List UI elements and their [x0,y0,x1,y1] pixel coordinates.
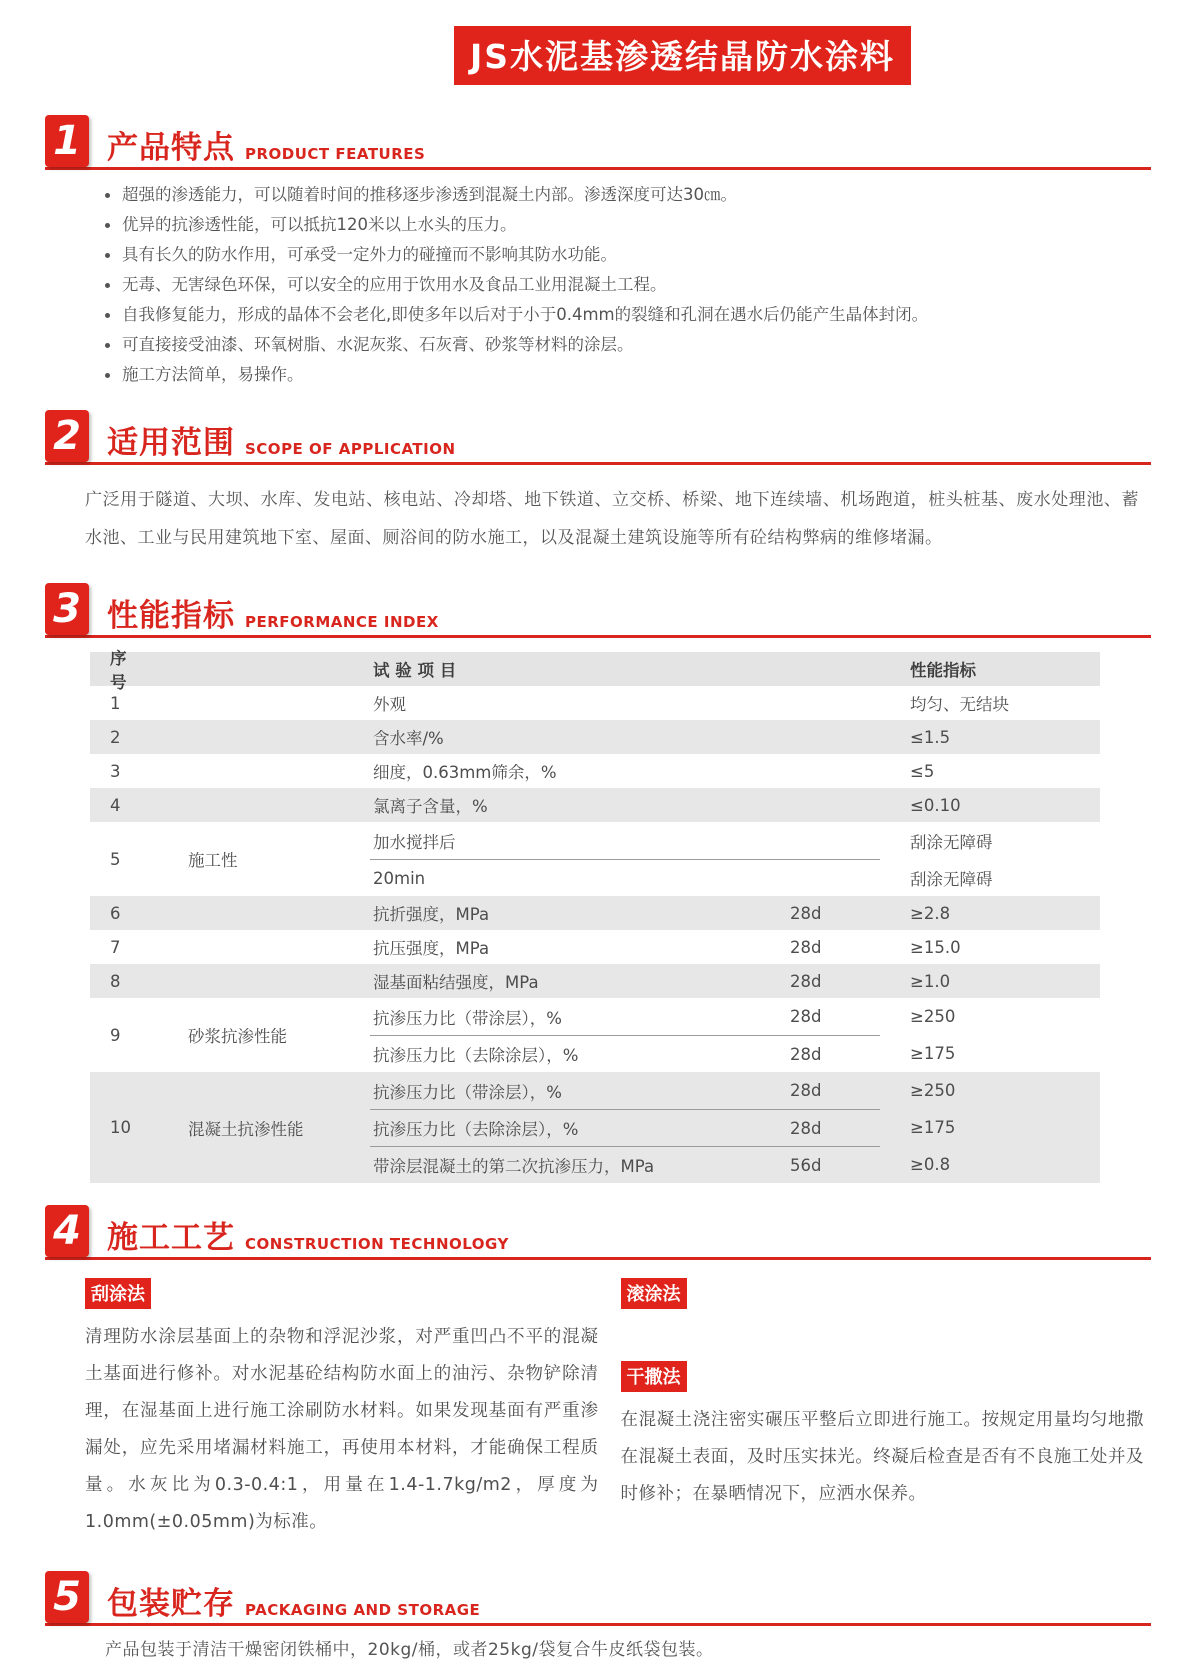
row-number-cell: 5 [110,849,121,869]
age-cell: 28d [790,1044,822,1064]
table-row [90,964,1100,998]
table-sub-row [370,1072,1100,1109]
section-header-features [45,115,1151,170]
bullet-icon [105,283,110,288]
feature-list-item [105,364,1129,386]
section-subtitle-performance: PERFORMANCE INDEX [245,613,439,631]
table-row [90,930,1100,964]
column-header-category [140,652,370,686]
feature-list-item [105,334,1129,356]
test-item-cell: 抗渗压力比（带涂层），% [373,1008,562,1028]
section-title-construction: 施工工艺 [107,1220,235,1256]
table-row [90,686,1100,720]
column-header-item: 试 验 项 目 [373,661,457,680]
table-row [90,754,1100,788]
row-number-cell: 10 [110,1118,131,1137]
feature-list-item [105,274,1129,296]
table-row [90,1072,1100,1183]
section-header-performance [45,583,1151,638]
row-number-cell: 4 [110,795,121,815]
section-title-performance: 性能指标 [107,598,235,634]
test-item-cell: 抗渗压力比（去除涂层），% [373,1046,579,1065]
test-item-cell: 带涂层混凝土的第二次抗渗压力，MPa [373,1157,655,1176]
table-sub-row [370,930,1100,964]
row-category-cell [140,964,370,998]
section-number-1: 1 [45,115,89,167]
table-sub-row [370,896,1100,930]
age-cell: 28d [790,903,822,923]
row-number-cell: 7 [110,937,121,957]
title-banner-row [0,0,1189,85]
feature-text: 超强的渗透能力，可以随着时间的推移逐步渗透到混凝土内部。渗透深度可达30㎝。 [122,185,737,204]
method-badge-scrape: 刮涂法 [85,1278,151,1309]
feature-text: 自我修复能力，形成的晶体不会老化,即使多年以后对于小于0.4mm的裂缝和孔洞在遇水后仍能产生晶体封闭。 [122,305,929,324]
table-sub-row [370,788,1100,822]
index-value-cell: ≤0.10 [910,795,961,815]
index-value-cell: 均匀、无结块 [910,695,1009,714]
table-row [90,998,1100,1072]
row-category-cell [140,896,370,930]
index-value-cell: 刮涂无障碍 [910,869,993,889]
method-right-column [621,1278,1144,1541]
test-item-cell: 氯离子含量，% [373,797,488,816]
row-category-cell [140,720,370,754]
column-header-no: 序号 [110,649,127,692]
test-item-cell: 20min [373,868,426,888]
feature-text: 可直接接受油漆、环氧树脂、水泥灰浆、石灰膏、砂浆等材料的涂层。 [122,335,634,354]
bullet-icon [105,223,110,228]
column-header-index: 性能指标 [910,661,976,680]
scope-paragraph: 广泛用于隧道、大坝、水库、发电站、核电站、冷却塔、地下铁道、立交桥、桥梁、地下连续墙、机场跑道，桩头桩基、废水处理池、蓄水池、工业与民用建筑地下室、屋面、厕浴间的防水施工，以及混凝土建筑设施等所有砼结构弊病的维修堵漏。 [85,490,1139,548]
row-category-cell: 混凝土抗渗性能 [188,1119,304,1139]
row-number-cell: 8 [110,971,121,991]
index-value-cell: ≥15.0 [910,937,961,957]
method-text-dry-sprinkle: 在混凝土浇注密实碾压平整后立即进行施工。按规定用量均匀地撒在混凝土表面，及时压实抹光。终凝后检查是否有不良施工处并及时修补；在暴晒情况下，应洒水保养。 [620,1410,1144,1504]
row-category-cell: 施工性 [188,851,238,870]
index-value-cell: ≥0.8 [910,1155,951,1174]
table-sub-row [370,754,1100,788]
row-number-cell: 1 [110,693,121,713]
index-value-cell: ≤5 [910,761,935,781]
construction-columns [85,1278,1144,1541]
table-row [90,720,1100,754]
performance-table-body [90,686,1100,1183]
age-cell: 28d [790,971,822,991]
test-item-cell: 湿基面粘结强度，MPa [373,973,539,992]
features-list [105,184,1129,386]
table-sub-row [370,720,1100,754]
index-value-cell: ≥1.0 [910,971,951,991]
feature-list-item [105,244,1129,266]
bullet-icon [105,253,110,258]
section-header-construction [45,1205,1151,1260]
age-cell: 56d [790,1155,822,1175]
section-number-4: 4 [45,1205,89,1257]
table-sub-row [370,686,1100,720]
method-gap [621,1319,1144,1361]
page-title: JS水泥基渗透结晶防水涂料 [454,26,911,85]
section-title-packaging: 包装贮存 [107,1586,235,1622]
test-item-cell: 含水率/% [373,729,444,748]
performance-table [90,649,1100,1183]
table-sub-row [370,859,1100,896]
bullet-icon [105,343,110,348]
feature-text: 施工方法简单，易操作。 [122,365,304,384]
bullet-icon [105,313,110,318]
test-item-cell: 外观 [373,695,406,714]
test-item-cell: 抗压强度，MPa [373,939,490,958]
test-item-cell: 抗折强度，MPa [373,905,490,924]
performance-table-header [90,649,1100,692]
section-header-scope [45,410,1151,465]
feature-list-item [105,304,1129,326]
feature-text: 无毒、无害绿色环保，可以安全的应用于饮用水及食品工业用混凝土工程。 [122,275,667,294]
table-sub-row [370,822,1100,859]
row-number-cell: 3 [110,761,121,781]
section-header-packaging [45,1571,1151,1626]
age-cell: 28d [790,937,822,957]
index-value-cell: ≥250 [910,1007,956,1026]
section-title-features: 产品特点 [107,130,235,166]
bullet-icon [105,193,110,198]
table-row [90,788,1100,822]
index-value-cell: ≥2.8 [910,903,951,923]
table-sub-row [370,964,1100,998]
age-cell: 28d [790,1081,822,1100]
index-value-cell: 刮涂无障碍 [910,832,993,852]
row-number-cell: 6 [110,903,121,923]
table-row [90,896,1100,930]
row-category-cell [140,754,370,788]
index-value-cell: ≥250 [910,1081,956,1100]
feature-text: 优异的抗渗透性能，可以抵抗120米以上水头的压力。 [122,215,517,234]
method-badge-dry-sprinkle: 干撒法 [621,1361,687,1392]
bullet-icon [105,373,110,378]
test-item-cell: 加水搅拌后 [373,832,456,852]
row-category-cell [140,686,370,720]
test-item-cell: 细度，0.63mm筛余，% [373,763,557,782]
row-category-cell [140,788,370,822]
method-text-scrape: 清理防水涂层基面上的杂物和浮泥沙浆，对严重凹凸不平的混凝土基面进行修补。对水泥基砼结构防水面上的油污、杂物铲除清理，在湿基面上进行施工涂刷防水材料。如果发现基面有严重渗漏处，应先采用堵漏材料施工，再使用本材料，才能确保工程质量。水灰比为0.3-0.4:1，用量在1.4-1.7kg/m2，厚度为1.0mm(±0.05mm)为标准。 [85,1327,599,1532]
test-item-cell: 抗渗压力比（去除涂层），% [373,1120,579,1139]
section-number-3: 3 [45,583,89,635]
index-value-cell: ≥175 [910,1044,956,1063]
feature-list-item [105,214,1129,236]
age-cell: 28d [790,1007,822,1026]
row-category-cell [140,930,370,964]
section-number-5: 5 [45,1571,89,1623]
index-value-cell: ≤1.5 [910,727,951,747]
table-sub-row [370,1146,1100,1183]
age-cell: 28d [790,1118,822,1138]
section-subtitle-features: PRODUCT FEATURES [245,145,426,163]
section-number-2: 2 [45,410,89,462]
feature-text: 具有长久的防水作用，可承受一定外力的碰撞而不影响其防水功能。 [122,245,617,264]
section-subtitle-packaging: PACKAGING AND STORAGE [245,1601,481,1619]
method-badge-roll: 滚涂法 [621,1278,687,1309]
row-number-cell: 9 [110,1025,121,1045]
row-number-cell: 2 [110,727,121,747]
section-subtitle-construction: CONSTRUCTION TECHNOLOGY [245,1235,509,1253]
index-value-cell: ≥175 [910,1118,956,1137]
test-item-cell: 抗渗压力比（带涂层），% [373,1082,562,1102]
table-sub-row [370,998,1100,1035]
table-row [90,822,1100,896]
section-title-scope: 适用范围 [107,425,235,461]
row-category-cell: 砂浆抗渗性能 [188,1027,287,1046]
table-sub-row [370,1035,1100,1072]
feature-list-item [105,184,1129,206]
section-subtitle-scope: SCOPE OF APPLICATION [245,440,456,458]
packaging-paragraph: 产品包装于清洁干燥密闭铁桶中，20kg/桶，或者25kg/袋复合牛皮纸袋包装。 [105,1640,714,1660]
method-scrape [85,1278,599,1541]
table-sub-row [370,1109,1100,1146]
